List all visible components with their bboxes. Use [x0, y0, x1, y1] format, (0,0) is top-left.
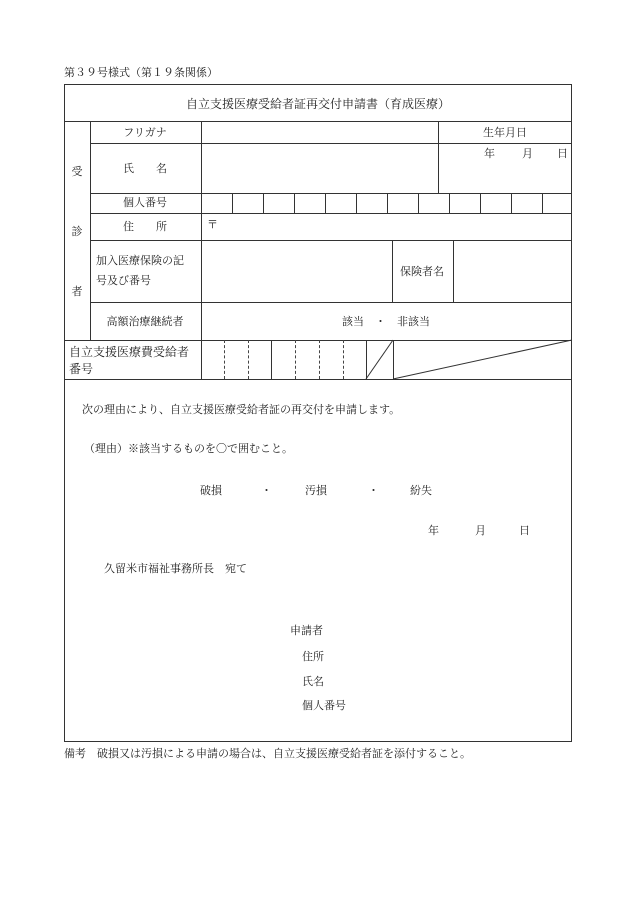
date-year-label: 年 [428, 524, 439, 537]
side-label-char: 診 [71, 225, 83, 238]
name-label: 氏 名 [123, 162, 167, 175]
reason-soiled: 汚損 [305, 484, 327, 497]
high-cost-options: 該当 ・ 非該当 [342, 315, 430, 328]
personal-number-label: 個人番号 [123, 196, 167, 209]
reason-lost: 紛失 [410, 484, 432, 497]
date-month-label: 月 [475, 524, 486, 537]
insurance-label-line1: 加入医療保険の記 [96, 254, 184, 267]
birthdate-label: 生年月日 [483, 126, 527, 139]
reason-instruction: （理由）※該当するものを〇で囲むこと。 [84, 442, 293, 455]
addressee: 久留米市福祉事務所長 宛て [104, 562, 247, 575]
postal-mark: 〒 [207, 218, 218, 231]
reason-separator: ・ [261, 484, 272, 497]
insurer-name-label: 保険者名 [400, 265, 444, 278]
form-title: 自立支援医療受給者証再交付申請書（育成医療） [185, 97, 451, 111]
high-cost-label: 高額治療継続者 [106, 315, 184, 328]
address-label: 住 所 [123, 220, 167, 233]
form-number: 第３９号様式（第１９条関係） [64, 66, 218, 79]
applicant-label: 申請者 [290, 624, 323, 637]
applicant-name-label: 氏名 [302, 675, 324, 688]
request-statement: 次の理由により、自立支援医療受給者証の再交付を申請します。 [82, 403, 401, 416]
birth-day-label: 日 [557, 147, 568, 160]
recipient-number-label-line1: 自立支援医療費受給者 [69, 345, 190, 359]
reason-damaged: 破損 [200, 484, 222, 497]
applicant-address-label: 住所 [302, 650, 324, 663]
birth-month-label: 月 [522, 147, 533, 160]
reason-separator: ・ [368, 484, 379, 497]
applicant-number-label: 個人番号 [302, 699, 346, 712]
side-label-char: 受 [71, 165, 83, 178]
insurance-label-line2: 号及び番号 [96, 274, 151, 287]
side-label-char: 者 [71, 285, 83, 298]
footnote: 備考 破損又は汚損による申請の場合は、自立支援医療受給者証を添付すること。 [64, 747, 471, 760]
birth-year-label: 年 [484, 147, 495, 160]
furigana-label: フリガナ [123, 126, 167, 139]
date-day-label: 日 [519, 524, 530, 537]
recipient-number-label-line2: 番号 [69, 362, 94, 376]
